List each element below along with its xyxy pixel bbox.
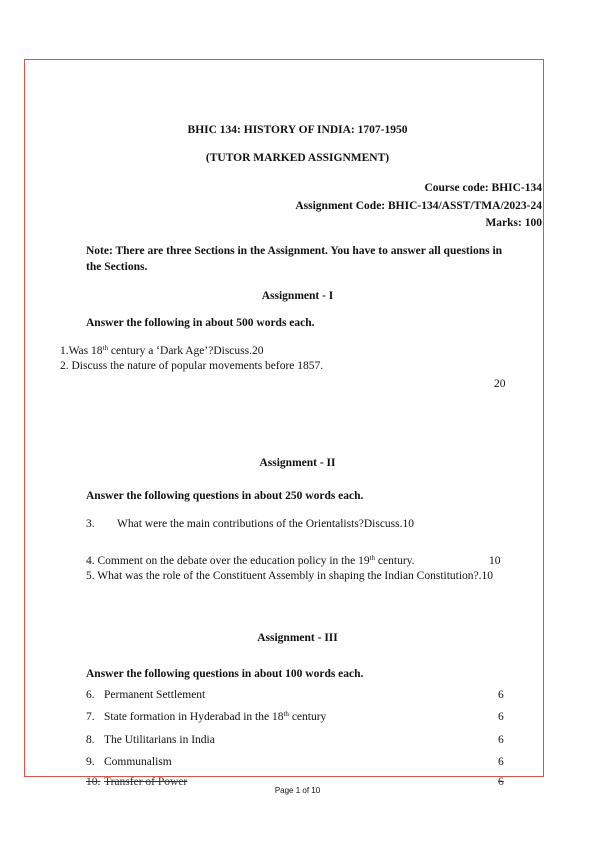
section-3-heading: Assignment - III <box>257 632 338 644</box>
question-8: The Utilitarians in India <box>104 734 215 746</box>
assignment-code: Assignment Code: BHIC-134/ASST/TMA/2023-24 <box>295 200 542 212</box>
question-9-marks: 6 <box>498 756 504 768</box>
question-6-number: 6. <box>86 689 95 701</box>
question-10-marks: 6 <box>498 776 504 788</box>
course-code: Course code: BHIC-134 <box>424 182 542 194</box>
question-7: State formation in Hyderabad in the 18th century <box>104 710 327 723</box>
page-number: Page 1 of 10 <box>274 786 321 795</box>
section-2-instruction: Answer the following questions in about 250 words each. <box>86 490 364 502</box>
section-1-heading: Assignment - I <box>261 290 334 302</box>
question-6: Permanent Settlement <box>104 689 206 701</box>
question-5: 5. What was the role of the Constituent Assembly in shaping the Indian Constitution?.10 <box>86 570 494 582</box>
question-4-marks: 10 <box>489 555 501 567</box>
section-2-heading: Assignment - II <box>259 457 336 469</box>
note-line-2: the Sections. <box>86 261 148 273</box>
document-subtitle: (TUTOR MARKED ASSIGNMENT) <box>205 152 390 164</box>
question-6-marks: 6 <box>498 689 504 701</box>
question-10-number: 10. <box>86 776 101 788</box>
section-3-instruction: Answer the following questions in about 100 words each. <box>86 668 364 680</box>
question-9-number: 9. <box>86 756 95 768</box>
question-10: Transfer of Power <box>104 776 188 788</box>
question-1: 1.Was 18th century a ‘Dark Age’?Discuss.20 <box>60 344 264 357</box>
question-7-marks: 6 <box>498 711 504 723</box>
question-7-number: 7. <box>86 711 95 723</box>
question-8-number: 8. <box>86 734 95 746</box>
question-4: 4. Comment on the debate over the education policy in the 19th century. <box>86 554 415 567</box>
question-3-number: 3. <box>86 518 95 530</box>
question-3: What were the main contributions of the Orientalists?Discuss.10 <box>117 518 415 530</box>
question-9: Communalism <box>104 756 172 768</box>
total-marks: Marks: 100 <box>485 217 542 229</box>
question-2: 2. Discuss the nature of popular movements before 1857. <box>60 360 324 372</box>
question-2-marks: 20 <box>494 378 506 390</box>
note-line-1: Note: There are three Sections in the Assignment. You have to answer all questions in <box>86 245 503 257</box>
document-title: BHIC 134: HISTORY OF INDIA: 1707-1950 <box>187 124 408 136</box>
section-1-instruction: Answer the following in about 500 words each. <box>86 317 315 329</box>
question-8-marks: 6 <box>498 734 504 746</box>
